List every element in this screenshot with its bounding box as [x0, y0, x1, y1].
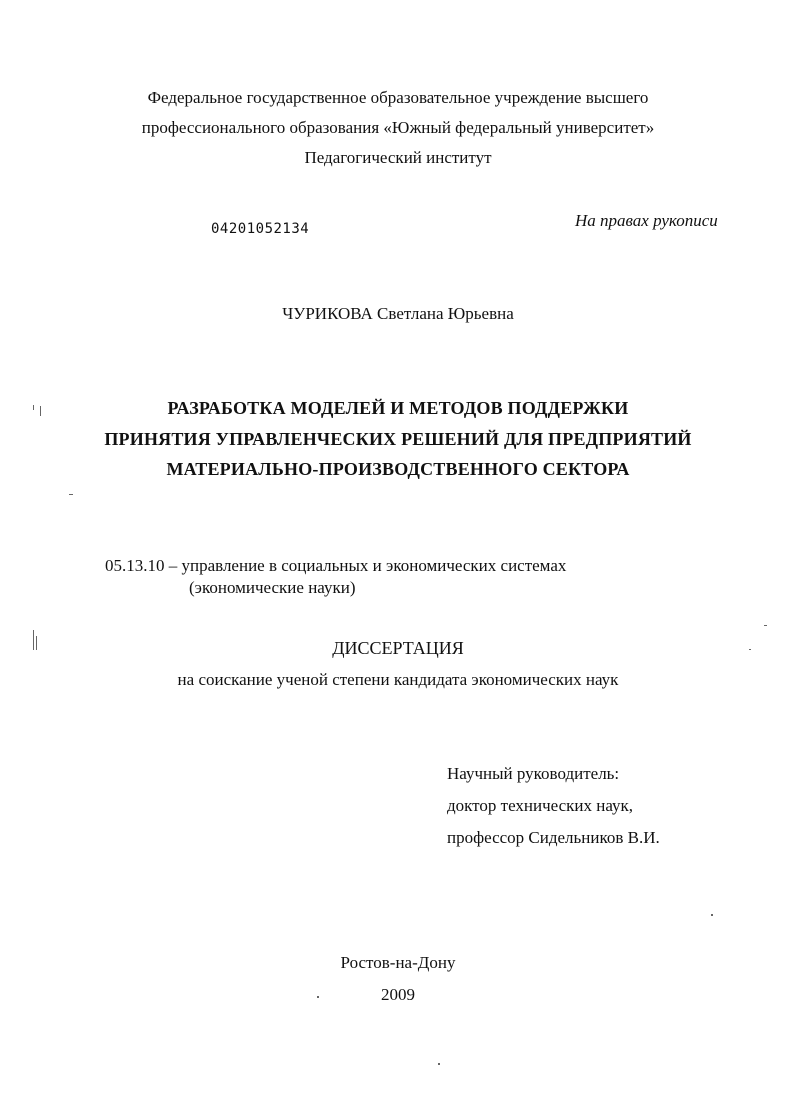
institution-line-3: Педагогический институт — [304, 148, 492, 167]
scan-speck — [33, 630, 34, 650]
scan-speck — [764, 625, 767, 626]
scan-speck — [317, 996, 319, 998]
author-name: ЧУРИКОВА Светлана Юрьевна — [282, 304, 514, 323]
scan-speck — [69, 494, 73, 495]
scan-speck — [438, 1063, 440, 1065]
title-line-2: ПРИНЯТИЯ УПРАВЛЕНЧЕСКИХ РЕШЕНИЙ ДЛЯ ПРЕДПРИЯТИЙ — [104, 429, 692, 449]
year: 2009 — [381, 985, 415, 1004]
specialty-line-2: (экономические науки) — [189, 578, 356, 597]
scan-speck — [711, 914, 713, 916]
registry-number: 04201052134 — [211, 221, 310, 237]
supervisor-name: профессор Сидельников В.И. — [447, 828, 660, 847]
document-type-subheading: на соискание ученой степени кандидата экономических наук — [177, 670, 619, 689]
scan-speck — [749, 649, 751, 650]
scan-speck — [33, 405, 34, 410]
title-line-1: РАЗРАБОТКА МОДЕЛЕЙ И МЕТОДОВ ПОДДЕРЖКИ — [167, 398, 629, 418]
institution-line-1: Федеральное государственное образовательное учреждение высшего — [147, 88, 649, 107]
city: Ростов-на-Дону — [340, 953, 456, 972]
institution-line-2: профессионального образования «Южный федеральный университет» — [141, 118, 655, 137]
document-type-heading: ДИССЕРТАЦИЯ — [332, 638, 464, 658]
title-line-3: МАТЕРИАЛЬНО-ПРОИЗВОДСТВЕННОГО СЕКТОРА — [166, 459, 630, 479]
specialty-line-1: 05.13.10 – управление в социальных и экономических системах — [105, 556, 567, 575]
supervisor-degree: доктор технических наук, — [447, 796, 634, 815]
supervisor-label: Научный руководитель: — [447, 764, 620, 783]
scan-speck — [40, 406, 41, 416]
manuscript-rights: На правах рукописи — [575, 211, 718, 230]
scan-speck — [36, 636, 37, 650]
